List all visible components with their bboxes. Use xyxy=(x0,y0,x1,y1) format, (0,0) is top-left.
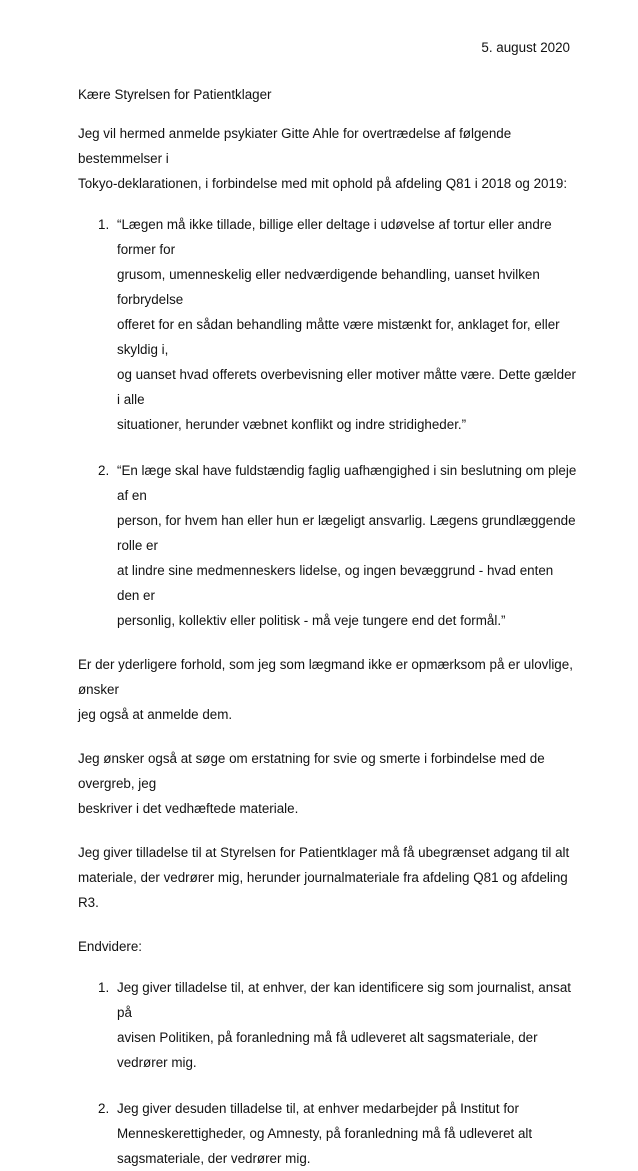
quote-line: person, for hvem han eller hun er lægeligt ansvarlig. Lægens grundlæggende rolle er xyxy=(117,513,576,553)
quote-line: personlig, kollektiv eller politisk - må veje tungere end det formål.” xyxy=(117,613,506,628)
furthermore-heading: Endvidere: xyxy=(78,939,143,954)
compensation-line: Jeg ønsker også at søge om erstatning for svie og smerte i forbindelse med de overgreb, jeg xyxy=(78,751,545,791)
quote-line: “Lægen må ikke tillade, billige eller deltage i udøvelse af tortur eller andre former for xyxy=(117,217,552,257)
quote-line: “En læge skal have fuldstændig faglig uafhængighed i sin beslutning om pleje af en xyxy=(117,463,577,503)
permission-line: sagsmateriale, der vedrører mig. xyxy=(117,1151,311,1166)
permission-line: avisen Politiken, på foranledning må få udleveret alt sagsmateriale, der vedrører mig. xyxy=(117,1030,538,1070)
intro-line: Tokyo-deklarationen, i forbindelse med mit ophold på afdeling Q81 i 2018 og 2019: xyxy=(78,176,568,191)
greeting: Kære Styrelsen for Patientklager xyxy=(78,87,272,102)
compensation-line: beskriver i det vedhæftede materiale. xyxy=(78,801,299,816)
permission-item-2 xyxy=(78,1096,578,1171)
quote-number: 2. xyxy=(98,463,110,478)
quote-line: situationer, herunder væbnet konflikt og indre stridigheder.” xyxy=(117,417,467,432)
permission-item-1 xyxy=(78,975,578,1075)
letter-date: 5. august 2020 xyxy=(481,40,570,55)
quote-number: 1. xyxy=(98,217,110,232)
access-line: Jeg giver tilladelse til at Styrelsen for Patientklager må få ubegrænset adgang til alt xyxy=(78,845,570,860)
letter-body xyxy=(78,82,578,1171)
permission-number: 2. xyxy=(98,1101,110,1116)
quote-line: at lindre sine medmenneskers lidelse, og ingen bevæggrund - hvad enten den er xyxy=(117,563,554,603)
intro-line: Jeg vil hermed anmelde psykiater Gitte Ahle for overtrædelse af følgende bestemmelser i xyxy=(78,126,512,166)
quote-list xyxy=(78,212,578,633)
quote-item-1 xyxy=(78,212,578,437)
permission-line: Jeg giver tilladelse til, at enhver, der kan identificere sig som journalist, ansat på xyxy=(117,980,572,1020)
permission-line: Menneskerettigheder, og Amnesty, på foranledning må få udleveret alt xyxy=(117,1126,533,1141)
quote-line: og uanset hvad offerets overbevisning eller motiver måtte være. Dette gælder i alle xyxy=(117,367,576,407)
quote-line: grusom, umenneskelig eller nedværdigende behandling, uanset hvilken forbrydelse xyxy=(117,267,540,307)
further-line: jeg også at anmelde dem. xyxy=(78,707,233,722)
further-line: Er der yderligere forhold, som jeg som lægmand ikke er opmærksom på er ulovlige, ønsker xyxy=(78,657,573,697)
permission-list xyxy=(78,975,578,1171)
access-line: materiale, der vedrører mig, herunder journalmateriale fra afdeling Q81 og afdeling R3. xyxy=(78,870,568,910)
quote-line: offeret for en sådan behandling måtte være mistænkt for, anklaget for, eller skyldig i, xyxy=(117,317,560,357)
quote-item-2 xyxy=(78,458,578,633)
permission-number: 1. xyxy=(98,980,110,995)
permission-line: Jeg giver desuden tilladelse til, at enhver medarbejder på Institut for xyxy=(117,1101,519,1116)
